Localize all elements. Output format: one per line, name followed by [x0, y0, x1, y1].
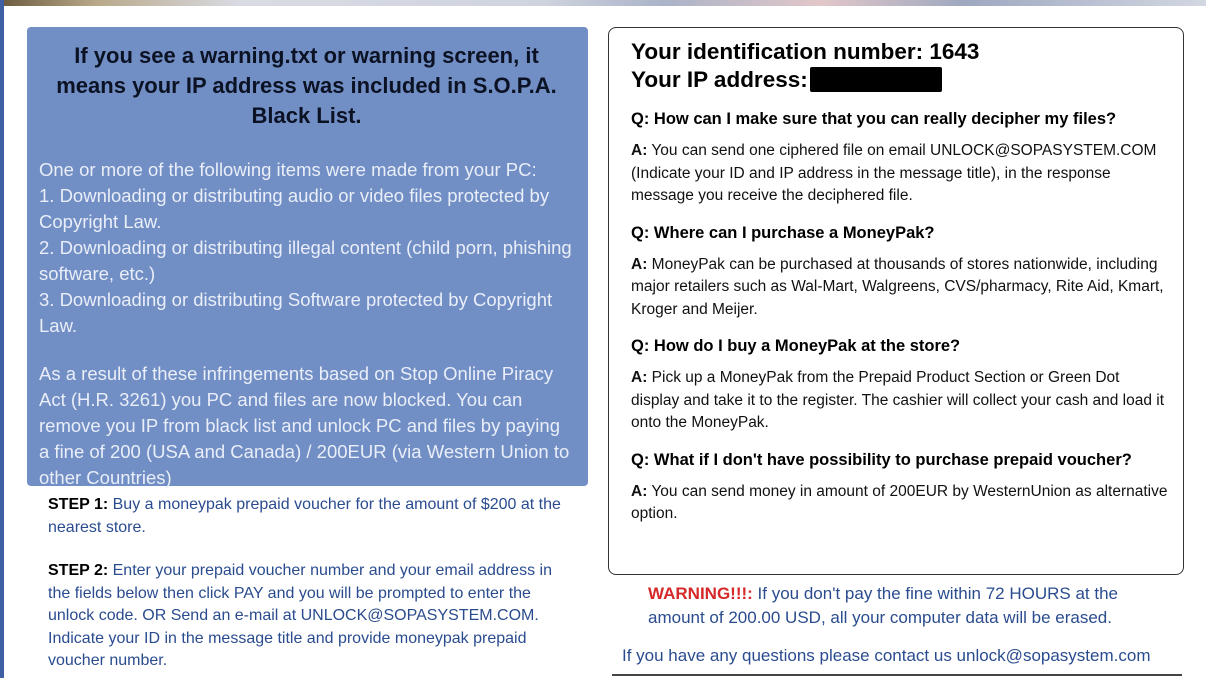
faq-item-2 [631, 222, 1169, 322]
faq-question-3: Q: How do I buy a MoneyPak at the store? [631, 337, 961, 355]
identification-number [631, 38, 1169, 66]
ip-address [631, 66, 1169, 94]
faq-answer-2 [631, 254, 1169, 322]
step-2 [48, 560, 578, 673]
answer-label: A: [631, 482, 648, 500]
faq-item-3 [631, 335, 1169, 435]
top-banner-strip [0, 0, 1206, 6]
step-1-text: Buy a moneypak prepaid voucher for the amount of $200 at the nearest store. [48, 496, 561, 536]
answer-text: MoneyPak can be purchased at thousands of stores nationwide, including major retailers such as Wal-Mart, Walgreens, CVS/pharmacy, Rite Aid, Kmart, Kroger and Meijer. [631, 255, 1164, 318]
id-value: 1643 [929, 39, 980, 64]
faq-box [608, 27, 1184, 575]
ip-redaction-bar [810, 67, 942, 92]
step-1-label: STEP 1: [48, 496, 109, 513]
infringement-intro: One or more of the following items were made from your PC: [39, 159, 537, 180]
id-label: Your identification number: [631, 39, 924, 64]
answer-text: Pick up a MoneyPak from the Prepaid Product Section or Green Dot display and take it to the register. The cashier will collect your cash and load it onto the MoneyPak. [631, 369, 1165, 431]
faq-item-1 [631, 108, 1169, 208]
infringement-list [39, 157, 574, 339]
faq-question-4: Q: What if I don't have possibility to purchase prepaid voucher? [631, 450, 1132, 469]
answer-text: You can send money in amount of 200EUR by WesternUnion as alternative option. [631, 482, 1168, 522]
infringement-item-3: 3. Downloading or distributing Software protected by Copyright Law. [39, 289, 553, 336]
step-2-text: Enter your prepaid voucher number and your email address in the fields below then click PAY and you will be prompted to enter the unlock code. OR Send an e-mail at UNLOCK@SOPASYSTEM.COM. Indicate your ID in the message title and provide moneypak prepaid voucher number. [48, 562, 552, 669]
faq-answer-4 [631, 481, 1169, 526]
bottom-divider [612, 674, 1182, 676]
faq-question-1: Q: How can I make sure that you can really decipher my files? [631, 110, 1117, 128]
answer-label: A: [631, 255, 648, 273]
answer-label: A: [631, 369, 648, 386]
infringement-item-2: 2. Downloading or distributing illegal content (child porn, phishing software, etc.) [39, 237, 572, 284]
ip-label: Your IP address: [631, 67, 808, 92]
notice-headline: If you see a warning.txt or warning screen, it means your IP address was included in S.O.P.A. Black List. [56, 43, 557, 128]
faq-question-2: Q: Where can I purchase a MoneyPak? [631, 223, 935, 242]
result-text: As a result of these infringements based on Stop Online Piracy Act (H.R. 3261) you PC and files are now blocked. You can remove you IP from black list and unlock PC and files by paying a fine of 200 (USA and Canada) / 200EUR (via Western Union to other Countries) [39, 363, 570, 488]
notice-panel [27, 27, 588, 486]
payment-steps [48, 494, 578, 694]
warning-notice [648, 582, 1168, 630]
notice-body [39, 157, 574, 491]
infringement-item-1: 1. Downloading or distributing audio or video files protected by Copyright Law. [39, 185, 550, 232]
faq-item-4 [631, 449, 1169, 526]
warning-text: If you don't pay the fine within 72 HOURS at the amount of 200.00 USD, all your computer data will be erased. [648, 584, 1118, 627]
left-edge-bar [0, 0, 4, 678]
step-2-label: STEP 2: [48, 562, 109, 579]
faq-answer-3 [631, 367, 1169, 435]
warning-label: WARNING!!!: [648, 584, 753, 603]
faq-answer-1 [631, 140, 1169, 208]
step-1 [48, 494, 578, 539]
answer-text: You can send one ciphered file on email UNLOCK@SOPASYSTEM.COM (Indicate your ID and IP address in the message title), in the response message you receive the deciphered file. [631, 142, 1157, 204]
contact-line: If you have any questions please contact us unlock@sopasystem.com [622, 646, 1151, 665]
answer-label: A: [631, 142, 648, 159]
